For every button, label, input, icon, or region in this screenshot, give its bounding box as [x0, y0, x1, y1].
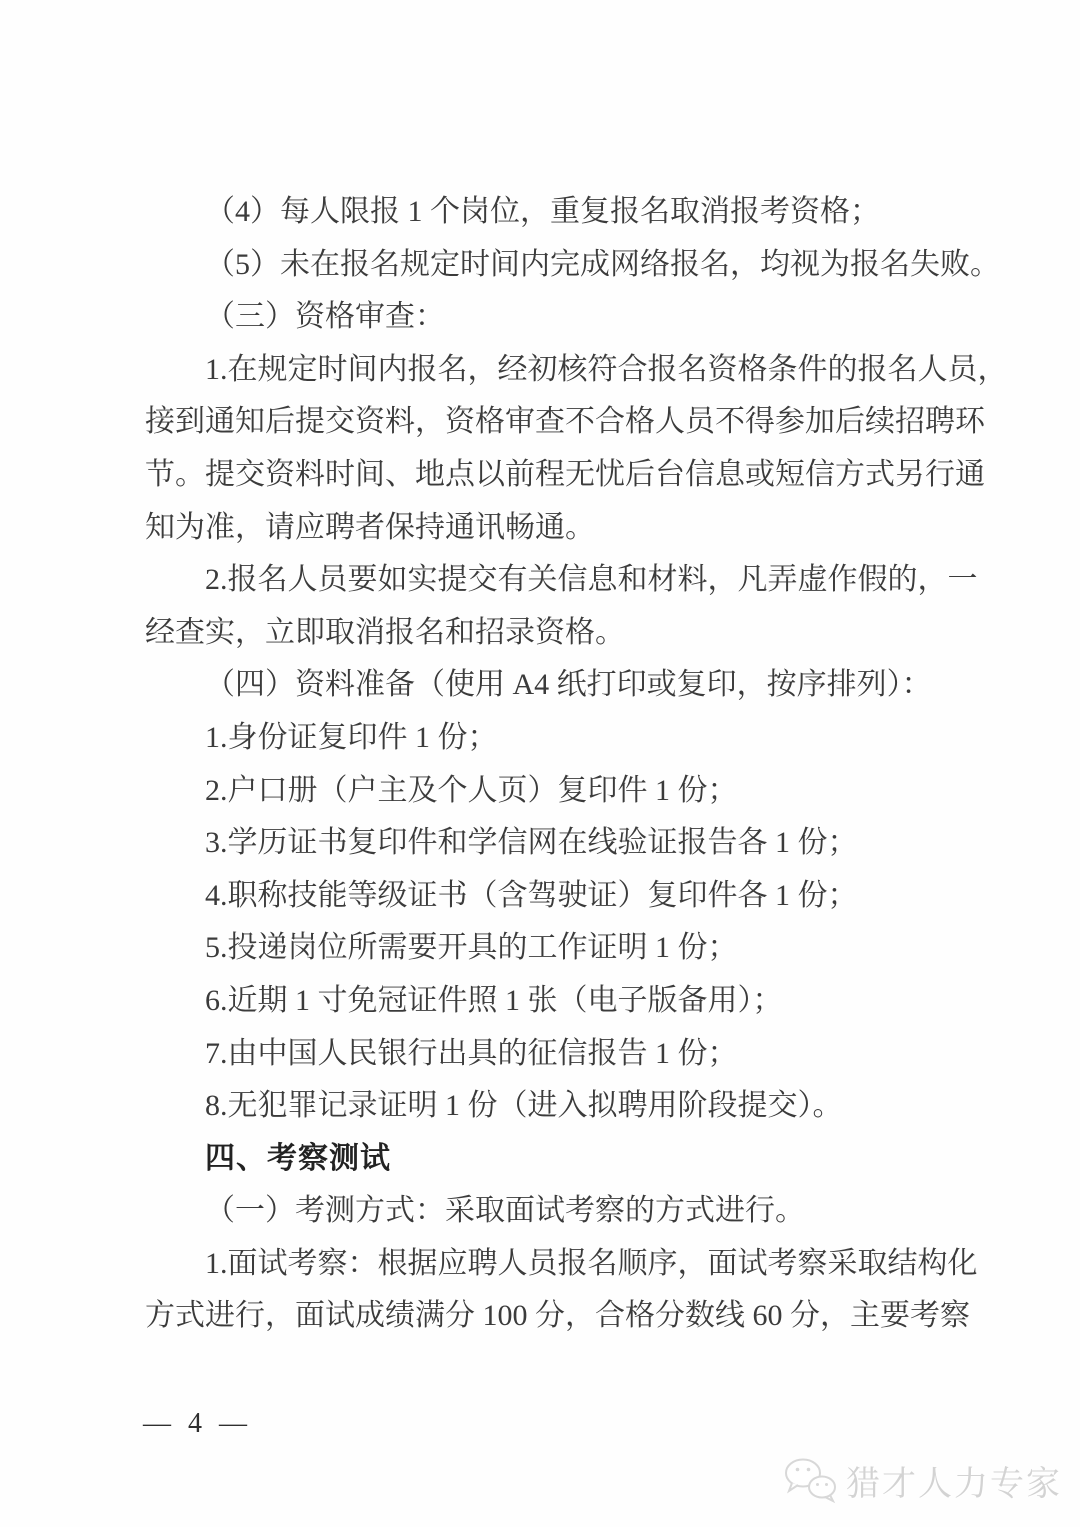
document-line: （5）未在报名规定时间内完成网络报名，均视为报名失败。 [205, 247, 1000, 281]
page-number: — 4 — [143, 1408, 252, 1439]
wechat-icon [782, 1457, 840, 1505]
document-line: 7.由中国人民银行出具的征信报告 1 份； [205, 1036, 738, 1070]
section-heading: 四、考察测试 [205, 1141, 391, 1175]
document-line: （四）资料准备（使用 A4 纸打印或复印，按序排列）： [205, 668, 932, 702]
document-line: 4.职称技能等级证书（含驾驶证）复印件各 1 份； [205, 878, 858, 912]
document-line: 节。提交资料时间、地点以前程无忧后台信息或短信方式另行通 [145, 457, 985, 491]
document-line: 5.投递岗位所需要开具的工作证明 1 份； [205, 931, 738, 965]
document-line: 2.报名人员要如实提交有关信息和材料，凡弄虚作假的，一 [205, 563, 978, 597]
document-line: 知为准，请应聘者保持通讯畅通。 [145, 510, 595, 544]
document-body [145, 186, 1008, 1343]
watermark [782, 1456, 1062, 1505]
document-line: 3.学历证书复印件和学信网在线验证报告各 1 份； [205, 826, 858, 860]
document-line: 1.面试考察：根据应聘人员报名顺序，面试考察采取结构化 [205, 1246, 978, 1280]
document-line: 经查实，立即取消报名和招录资格。 [145, 615, 625, 649]
document-line: 方式进行，面试成绩满分 100 分，合格分数线 60 分，主要考察 [145, 1299, 970, 1333]
document-line: （三）资格审查： [205, 300, 445, 334]
document-line: 接到通知后提交资料，资格审查不合格人员不得参加后续招聘环 [145, 405, 985, 439]
document-line: 1.身份证复印件 1 份； [205, 720, 498, 754]
document-line: 2.户口册（户主及个人页）复印件 1 份； [205, 773, 738, 807]
document-line: （4）每人限报 1 个岗位，重复报名取消报考资格； [205, 195, 880, 228]
document-line: （一）考测方式：采取面试考察的方式进行。 [205, 1194, 805, 1228]
document-line: 8.无犯罪记录证明 1 份（进入拟聘用阶段提交）。 [205, 1089, 843, 1123]
document-line: 1.在规定时间内报名，经初核符合报名资格条件的报名人员， [205, 352, 1008, 386]
document-line: 6.近期 1 寸免冠证件照 1 张（电子版备用）； [205, 983, 783, 1017]
watermark-label: 猎才人力专家 [846, 1465, 1062, 1503]
